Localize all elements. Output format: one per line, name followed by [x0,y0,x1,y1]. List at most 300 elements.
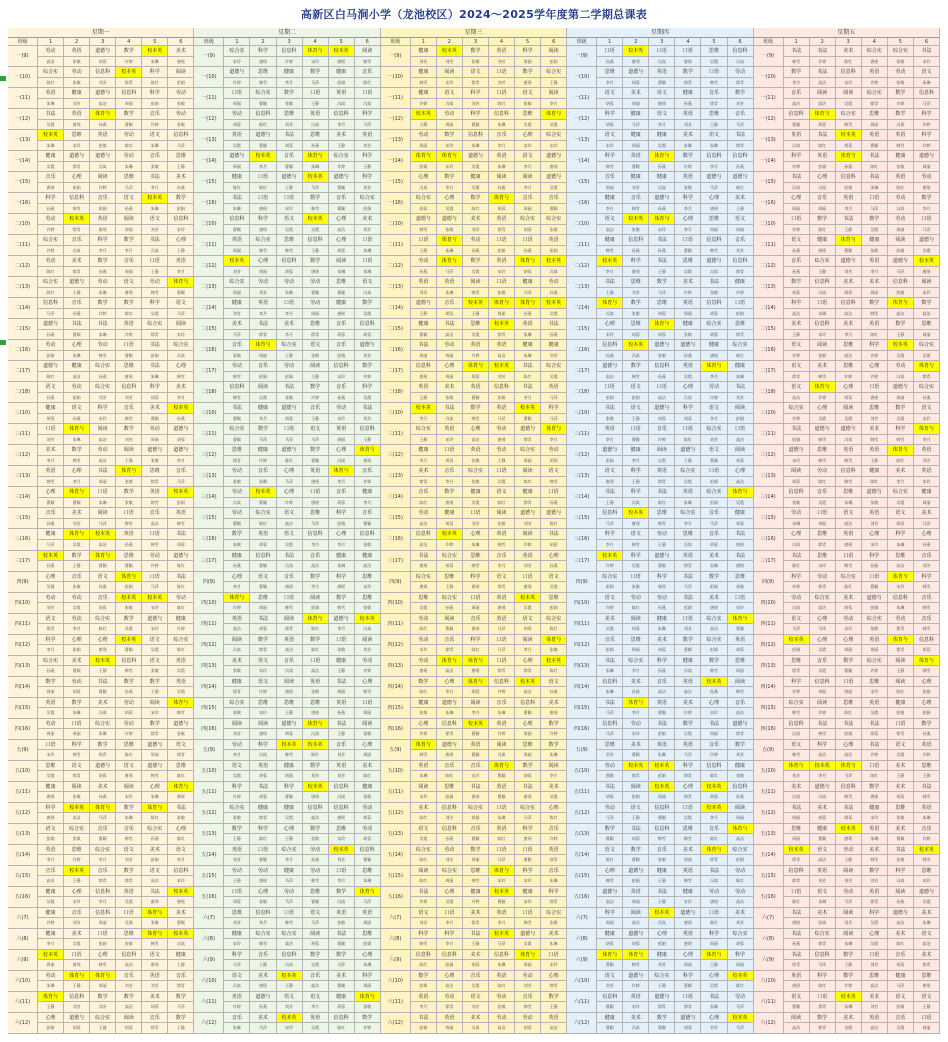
subject-cell[interactable]: 道德与 [623,866,649,877]
subject-cell[interactable]: 体育与 [728,824,754,835]
subject-cell[interactable]: 思维 [675,824,701,835]
subject-cell[interactable]: 思维 [836,698,862,709]
subject-cell[interactable]: 健康 [675,319,701,330]
subject-cell[interactable]: 书法 [810,130,836,141]
subject-cell[interactable]: 语文 [489,572,515,583]
subject-cell[interactable]: 心理 [437,971,463,982]
subject-cell[interactable]: 英语 [810,151,836,162]
subject-cell[interactable]: 音乐 [142,109,168,120]
subject-cell[interactable]: 体育与 [437,235,463,246]
subject-cell[interactable]: 劳动 [303,845,329,856]
subject-cell[interactable]: 校本英 [836,992,862,1003]
subject-cell[interactable]: 音乐 [142,1013,168,1024]
subject-cell[interactable]: 口语 [675,992,701,1003]
subject-cell[interactable]: 信息科 [277,256,303,267]
subject-cell[interactable]: 劳动 [411,614,437,625]
subject-cell[interactable]: 信息科 [90,67,116,78]
subject-cell[interactable]: 英语 [515,551,541,562]
subject-cell[interactable]: 思维 [728,656,754,667]
subject-cell[interactable]: 体育与 [116,466,142,477]
subject-cell[interactable]: 体育与 [303,46,329,57]
subject-cell[interactable]: 信息科 [489,677,515,688]
subject-cell[interactable]: 美术 [277,319,303,330]
subject-cell[interactable]: 音乐 [437,466,463,477]
subject-cell[interactable]: 口语 [515,572,541,583]
subject-cell[interactable]: 信息科 [303,235,329,246]
subject-cell[interactable]: 劳动 [38,256,64,267]
subject-cell[interactable]: 英语 [463,445,489,456]
subject-cell[interactable]: 语文 [142,130,168,141]
subject-cell[interactable]: 语文 [810,845,836,856]
subject-cell[interactable]: 道德与 [784,445,810,456]
subject-cell[interactable]: 体育与 [64,971,90,982]
subject-cell[interactable]: 英语 [329,761,355,772]
subject-cell[interactable]: 综合实 [168,340,194,351]
subject-cell[interactable]: 校本英 [277,971,303,982]
subject-cell[interactable]: 道德与 [142,445,168,456]
subject-cell[interactable]: 数学 [64,445,90,456]
subject-cell[interactable]: 道德与 [437,698,463,709]
subject-cell[interactable]: 语文 [38,824,64,835]
subject-cell[interactable]: 综合实 [437,551,463,562]
subject-cell[interactable]: 口语 [489,845,515,856]
subject-cell[interactable]: 英语 [675,866,701,877]
subject-cell[interactable]: 科学 [675,193,701,204]
subject-cell[interactable]: 综合实 [38,235,64,246]
subject-cell[interactable]: 科学 [675,761,701,772]
subject-cell[interactable]: 思维 [597,67,623,78]
subject-cell[interactable]: 信息科 [90,908,116,919]
subject-cell[interactable]: 心理 [411,172,437,183]
subject-cell[interactable]: 信息科 [116,656,142,667]
subject-cell[interactable]: 劳动 [38,46,64,57]
subject-cell[interactable]: 心理 [541,551,567,562]
subject-cell[interactable]: 音乐 [728,698,754,709]
subject-cell[interactable]: 道德与 [411,214,437,225]
subject-cell[interactable]: 道德与 [463,151,489,162]
subject-cell[interactable]: 信息科 [784,866,810,877]
subject-cell[interactable]: 英语 [914,803,940,814]
subject-cell[interactable]: 健康 [250,403,276,414]
subject-cell[interactable]: 口语 [675,235,701,246]
subject-cell[interactable]: 健康 [649,614,675,625]
subject-cell[interactable]: 书法 [862,740,888,751]
subject-cell[interactable]: 英语 [90,130,116,141]
subject-cell[interactable]: 音乐 [250,361,276,372]
subject-cell[interactable]: 语文 [303,992,329,1003]
subject-cell[interactable]: 综合实 [701,635,727,646]
subject-cell[interactable]: 校本英 [303,740,329,751]
subject-cell[interactable]: 口语 [489,466,515,477]
subject-cell[interactable]: 音乐 [489,698,515,709]
subject-cell[interactable]: 书法 [649,487,675,498]
subject-cell[interactable]: 数学 [329,887,355,898]
subject-cell[interactable]: 思维 [303,508,329,519]
subject-cell[interactable]: 体育与 [888,445,914,456]
subject-cell[interactable]: 语文 [836,508,862,519]
subject-cell[interactable]: 音乐 [597,635,623,646]
subject-cell[interactable]: 阅读 [623,782,649,793]
subject-cell[interactable]: 道德与 [914,151,940,162]
subject-cell[interactable]: 语文 [250,677,276,688]
subject-cell[interactable]: 思维 [701,109,727,120]
subject-cell[interactable]: 书法 [142,172,168,183]
subject-cell[interactable]: 数学 [728,88,754,99]
subject-cell[interactable]: 阅读 [224,719,250,730]
subject-cell[interactable]: 数学 [116,614,142,625]
subject-cell[interactable]: 信息科 [355,424,381,435]
subject-cell[interactable]: 音乐 [329,340,355,351]
subject-cell[interactable]: 阅读 [836,403,862,414]
subject-cell[interactable]: 体育与 [90,551,116,562]
subject-cell[interactable]: 健康 [623,130,649,141]
subject-cell[interactable]: 美术 [463,214,489,225]
subject-cell[interactable]: 英语 [862,508,888,519]
subject-cell[interactable]: 口语 [303,487,329,498]
subject-cell[interactable]: 心理 [355,677,381,688]
subject-cell[interactable]: 体育与 [303,614,329,625]
subject-cell[interactable]: 音乐 [142,151,168,162]
subject-cell[interactable]: 阅读 [168,319,194,330]
subject-cell[interactable]: 校本英 [489,887,515,898]
subject-cell[interactable]: 信息科 [463,130,489,141]
subject-cell[interactable]: 书法 [329,677,355,688]
subject-cell[interactable]: 科学 [862,551,888,562]
subject-cell[interactable]: 信息科 [914,635,940,646]
subject-cell[interactable]: 美术 [888,929,914,940]
subject-cell[interactable]: 综合实 [888,46,914,57]
subject-cell[interactable]: 英语 [862,130,888,141]
subject-cell[interactable]: 英语 [914,466,940,477]
subject-cell[interactable]: 音乐 [784,256,810,267]
subject-cell[interactable]: 信息科 [784,719,810,730]
subject-cell[interactable]: 英语 [437,424,463,435]
subject-cell[interactable]: 口语 [489,277,515,288]
subject-cell[interactable]: 心理 [168,235,194,246]
subject-cell[interactable]: 思维 [303,698,329,709]
subject-cell[interactable]: 数学 [303,256,329,267]
subject-cell[interactable]: 劳动 [784,593,810,604]
subject-cell[interactable]: 道德与 [355,340,381,351]
subject-cell[interactable]: 思维 [355,593,381,604]
subject-cell[interactable]: 阅读 [728,677,754,688]
subject-cell[interactable]: 科学 [329,572,355,583]
subject-cell[interactable]: 数学 [303,193,329,204]
subject-cell[interactable]: 信息科 [597,992,623,1003]
subject-cell[interactable]: 科学 [649,656,675,667]
subject-cell[interactable]: 美术 [728,908,754,919]
subject-cell[interactable]: 校本英 [168,887,194,898]
subject-cell[interactable]: 综合实 [277,845,303,856]
subject-cell[interactable]: 道德与 [914,887,940,898]
subject-cell[interactable]: 音乐 [224,1013,250,1024]
subject-cell[interactable]: 美术 [168,908,194,919]
subject-cell[interactable]: 数学 [411,971,437,982]
subject-cell[interactable]: 健康 [597,193,623,204]
subject-cell[interactable]: 口语 [437,445,463,456]
subject-cell[interactable]: 劳动 [411,656,437,667]
subject-cell[interactable]: 综合实 [250,88,276,99]
subject-cell[interactable]: 口语 [489,67,515,78]
subject-cell[interactable]: 口语 [277,193,303,204]
subject-cell[interactable]: 校本英 [649,782,675,793]
subject-cell[interactable]: 书法 [649,887,675,898]
subject-cell[interactable]: 健康 [728,508,754,519]
subject-cell[interactable]: 音乐 [437,635,463,646]
subject-cell[interactable]: 书法 [914,782,940,793]
subject-cell[interactable]: 美术 [329,130,355,141]
subject-cell[interactable]: 道德与 [675,908,701,919]
subject-cell[interactable]: 音乐 [411,487,437,498]
subject-cell[interactable]: 体育与 [649,319,675,330]
subject-cell[interactable]: 思维 [411,593,437,604]
subject-cell[interactable]: 书法 [250,782,276,793]
subject-cell[interactable]: 数学 [64,551,90,562]
subject-cell[interactable]: 音乐 [250,950,276,961]
subject-cell[interactable]: 语文 [888,740,914,751]
subject-cell[interactable]: 科学 [38,193,64,204]
subject-cell[interactable]: 美术 [862,424,888,435]
subject-cell[interactable]: 劳动 [277,887,303,898]
subject-cell[interactable]: 思维 [437,782,463,793]
subject-cell[interactable]: 健康 [38,908,64,919]
subject-cell[interactable]: 劳动 [142,277,168,288]
subject-cell[interactable]: 口语 [784,214,810,225]
subject-cell[interactable]: 体育与 [597,950,623,961]
subject-cell[interactable]: 音乐 [437,298,463,309]
subject-cell[interactable]: 思维 [64,130,90,141]
subject-cell[interactable]: 健康 [463,172,489,183]
subject-cell[interactable]: 书法 [329,719,355,730]
subject-cell[interactable]: 英语 [329,908,355,919]
subject-cell[interactable]: 数学 [303,382,329,393]
subject-cell[interactable]: 数学 [168,193,194,204]
subject-cell[interactable]: 综合实 [329,151,355,162]
subject-cell[interactable]: 健康 [329,551,355,562]
subject-cell[interactable]: 校本英 [329,46,355,57]
subject-cell[interactable]: 音乐 [701,740,727,751]
subject-cell[interactable]: 美术 [250,1013,276,1024]
subject-cell[interactable]: 音乐 [224,340,250,351]
subject-cell[interactable]: 综合实 [411,845,437,856]
subject-cell[interactable]: 校本英 [597,551,623,562]
subject-cell[interactable]: 体育与 [355,445,381,456]
subject-cell[interactable]: 体育与 [701,950,727,961]
subject-cell[interactable]: 口语 [784,887,810,898]
subject-cell[interactable]: 体育与 [489,761,515,772]
subject-cell[interactable]: 口语 [597,46,623,57]
subject-cell[interactable]: 美术 [784,782,810,793]
subject-cell[interactable]: 科学 [38,635,64,646]
subject-cell[interactable]: 思维 [303,130,329,141]
subject-cell[interactable]: 校本英 [116,635,142,646]
subject-cell[interactable]: 科学 [862,340,888,351]
subject-cell[interactable]: 健康 [675,887,701,898]
subject-cell[interactable]: 信息科 [329,803,355,814]
subject-cell[interactable]: 音乐 [701,824,727,835]
subject-cell[interactable]: 健康 [411,698,437,709]
subject-cell[interactable]: 体育与 [142,908,168,919]
subject-cell[interactable]: 综合实 [250,235,276,246]
subject-cell[interactable]: 体育与 [701,361,727,372]
subject-cell[interactable]: 综合实 [250,929,276,940]
subject-cell[interactable]: 书法 [437,403,463,414]
subject-cell[interactable]: 思维 [888,803,914,814]
subject-cell[interactable]: 英语 [411,992,437,1003]
subject-cell[interactable]: 健康 [329,298,355,309]
subject-cell[interactable]: 书法 [649,256,675,267]
subject-cell[interactable]: 健康 [277,803,303,814]
subject-cell[interactable]: 数学 [355,298,381,309]
subject-cell[interactable]: 校本英 [64,803,90,814]
subject-cell[interactable]: 劳动 [489,992,515,1003]
subject-cell[interactable]: 数学 [90,992,116,1003]
subject-cell[interactable]: 体育与 [437,656,463,667]
subject-cell[interactable]: 心理 [38,1013,64,1024]
subject-cell[interactable]: 数学 [888,403,914,414]
subject-cell[interactable]: 信息科 [489,950,515,961]
subject-cell[interactable]: 书法 [355,403,381,414]
subject-cell[interactable]: 音乐 [489,551,515,562]
subject-cell[interactable]: 英语 [675,551,701,562]
subject-cell[interactable]: 道德与 [224,151,250,162]
subject-cell[interactable]: 思维 [224,908,250,919]
subject-cell[interactable]: 心理 [862,361,888,372]
subject-cell[interactable]: 劳动 [90,445,116,456]
subject-cell[interactable]: 劳动 [116,151,142,162]
subject-cell[interactable]: 音乐 [303,403,329,414]
subject-cell[interactable]: 道德与 [90,151,116,162]
subject-cell[interactable]: 英语 [250,529,276,540]
subject-cell[interactable]: 语文 [277,529,303,540]
subject-cell[interactable]: 科学 [355,971,381,982]
subject-cell[interactable]: 道德与 [675,1013,701,1024]
subject-cell[interactable]: 美术 [142,403,168,414]
subject-cell[interactable]: 书法 [597,277,623,288]
subject-cell[interactable]: 英语 [329,88,355,99]
subject-cell[interactable]: 综合实 [90,845,116,856]
subject-cell[interactable]: 音乐 [116,256,142,267]
subject-cell[interactable]: 信息科 [64,992,90,1003]
subject-cell[interactable]: 劳动 [914,172,940,183]
subject-cell[interactable]: 数学 [224,824,250,835]
subject-cell[interactable]: 校本英 [303,214,329,225]
subject-cell[interactable]: 语文 [623,403,649,414]
subject-cell[interactable]: 数学 [836,950,862,961]
subject-cell[interactable]: 健康 [597,235,623,246]
subject-cell[interactable]: 道德与 [623,929,649,940]
subject-cell[interactable]: 书法 [728,130,754,141]
subject-cell[interactable]: 口语 [38,740,64,751]
subject-cell[interactable]: 健康 [277,67,303,78]
subject-cell[interactable]: 音乐 [914,614,940,625]
subject-cell[interactable]: 美术 [224,656,250,667]
subject-cell[interactable]: 思维 [675,529,701,540]
subject-cell[interactable]: 心理 [701,971,727,982]
subject-cell[interactable]: 健康 [168,614,194,625]
subject-cell[interactable]: 英语 [541,845,567,856]
subject-cell[interactable]: 思维 [728,319,754,330]
subject-cell[interactable]: 数学 [116,866,142,877]
subject-cell[interactable]: 劳动 [489,424,515,435]
subject-cell[interactable]: 数学 [463,193,489,204]
subject-cell[interactable]: 校本英 [541,298,567,309]
subject-cell[interactable]: 综合实 [250,508,276,519]
subject-cell[interactable]: 美术 [541,929,567,940]
subject-cell[interactable]: 劳动 [90,340,116,351]
subject-cell[interactable]: 数学 [303,572,329,583]
subject-cell[interactable]: 音乐 [64,235,90,246]
subject-cell[interactable]: 心理 [38,487,64,498]
subject-cell[interactable]: 美术 [836,277,862,288]
subject-cell[interactable]: 语文 [597,130,623,141]
subject-cell[interactable]: 英语 [489,614,515,625]
subject-cell[interactable]: 英语 [64,109,90,120]
subject-cell[interactable]: 书法 [224,193,250,204]
subject-cell[interactable]: 书法 [90,677,116,688]
subject-cell[interactable]: 英语 [489,908,515,919]
subject-cell[interactable]: 体育与 [836,761,862,772]
subject-cell[interactable]: 道德与 [277,403,303,414]
subject-cell[interactable]: 体育与 [90,803,116,814]
subject-cell[interactable]: 音乐 [64,298,90,309]
subject-cell[interactable]: 数学 [463,46,489,57]
subject-cell[interactable]: 书法 [411,1013,437,1024]
subject-cell[interactable]: 英语 [541,1013,567,1024]
subject-cell[interactable]: 思维 [277,109,303,120]
subject-cell[interactable]: 科学 [64,740,90,751]
subject-cell[interactable]: 综合实 [90,614,116,625]
subject-cell[interactable]: 体育与 [168,698,194,709]
subject-cell[interactable]: 综合实 [277,340,303,351]
subject-cell[interactable]: 信息科 [836,298,862,309]
subject-cell[interactable]: 体育与 [168,277,194,288]
subject-cell[interactable]: 语文 [224,971,250,982]
subject-cell[interactable]: 美术 [623,1013,649,1024]
subject-cell[interactable]: 书法 [541,319,567,330]
subject-cell[interactable]: 口语 [90,487,116,498]
subject-cell[interactable]: 美术 [355,214,381,225]
subject-cell[interactable]: 数学 [355,1013,381,1024]
subject-cell[interactable]: 语文 [623,529,649,540]
subject-cell[interactable]: 信息科 [810,319,836,330]
subject-cell[interactable]: 综合实 [38,67,64,78]
subject-cell[interactable]: 书法 [728,551,754,562]
subject-cell[interactable]: 书法 [649,719,675,730]
subject-cell[interactable]: 劳动 [541,445,567,456]
subject-cell[interactable]: 英语 [784,971,810,982]
subject-cell[interactable]: 信息科 [623,235,649,246]
subject-cell[interactable]: 思维 [701,46,727,57]
subject-cell[interactable]: 英语 [355,908,381,919]
subject-cell[interactable]: 语文 [784,992,810,1003]
subject-cell[interactable]: 健康 [914,487,940,498]
subject-cell[interactable]: 数学 [142,719,168,730]
subject-cell[interactable]: 思维 [463,319,489,330]
subject-cell[interactable]: 美术 [862,277,888,288]
subject-cell[interactable]: 英语 [914,740,940,751]
subject-cell[interactable]: 英语 [489,593,515,604]
subject-cell[interactable]: 英语 [888,172,914,183]
subject-cell[interactable]: 心理 [463,529,489,540]
subject-cell[interactable]: 数学 [90,256,116,267]
subject-cell[interactable]: 校本英 [224,256,250,267]
subject-cell[interactable]: 劳动 [224,740,250,751]
subject-cell[interactable]: 语文 [784,740,810,751]
subject-cell[interactable]: 信息科 [914,88,940,99]
subject-cell[interactable]: 劳动 [116,719,142,730]
subject-cell[interactable]: 阅读 [411,782,437,793]
